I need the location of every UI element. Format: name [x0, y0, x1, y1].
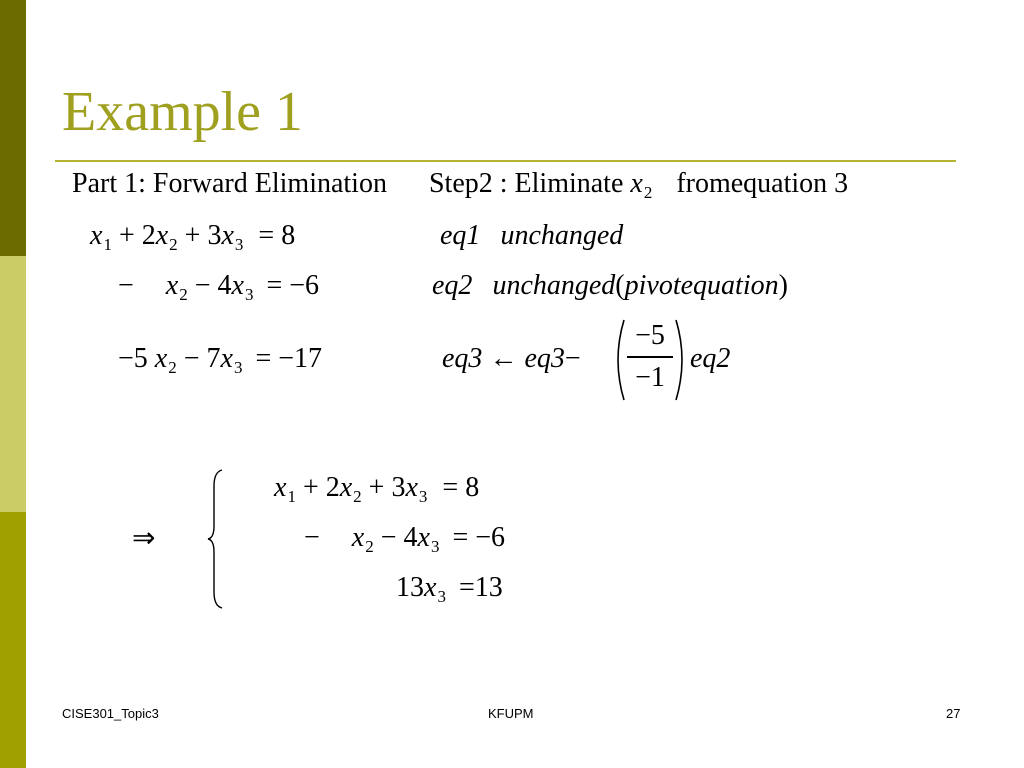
fraction-bar [627, 356, 673, 358]
eq1-term-3: + 3 [177, 220, 222, 251]
eq1-sub-3: 3 [234, 235, 244, 254]
result-row-2 [304, 522, 506, 556]
eq2-var-x3: x [231, 270, 244, 301]
note-eq3-rhs: eq3 [524, 343, 565, 374]
eq2-prefix: − [118, 270, 134, 301]
header-line [72, 168, 849, 202]
left-paren-icon [618, 320, 624, 400]
step-rest: fromequation 3 [676, 168, 849, 199]
r1-sub-2: 2 [353, 487, 362, 506]
note-eq3-minus: − [564, 343, 581, 374]
note-eq3-left [442, 345, 581, 373]
equation-3 [118, 343, 323, 377]
note-eq1-label: eq1 [440, 220, 481, 251]
left-arrow-icon: ← [489, 343, 518, 374]
r1-var-x3: x [405, 472, 418, 503]
footer-institution: KFUPM [488, 706, 534, 721]
r1-var-x2: x [339, 472, 353, 503]
step-variable-subscript: 2 [643, 183, 653, 202]
r3-var-x3: x [424, 572, 437, 603]
note-eq2-text: unchanged [492, 270, 616, 301]
note-eq1 [440, 222, 623, 250]
r2-rhs: = −6 [452, 522, 506, 553]
r3-sub-3: 3 [437, 587, 446, 606]
eq3-sub-2: 2 [168, 358, 177, 377]
eq3-coef: −5 [118, 343, 148, 374]
r1-rhs: = 8 [442, 472, 480, 503]
sidebar-stripe-top [0, 0, 26, 256]
page-number: 27 [946, 706, 961, 721]
r1-sub-3: 3 [418, 487, 428, 506]
note-eq2-label: eq2 [432, 270, 473, 301]
step-label: Step2 : Eliminate [428, 168, 624, 199]
eq1-var-x1: x [90, 220, 103, 251]
eq2-rhs: = −6 [266, 270, 320, 301]
eq3-var-x2: x [154, 343, 168, 374]
implies-symbol: ⇒ [132, 523, 156, 554]
sidebar-stripe-bottom [0, 512, 26, 768]
eq1-var-x2: x [155, 220, 169, 251]
eq1-sub-1: 1 [103, 235, 112, 254]
eq2-term: − 4 [187, 270, 232, 301]
eq3-term: − 7 [176, 343, 221, 374]
step-variable: x [630, 168, 643, 199]
r2-sub-3: 3 [430, 537, 440, 556]
fraction [626, 320, 674, 394]
note-eq2-paren-text: pivotequation [624, 270, 779, 301]
r2-prefix: − [304, 522, 320, 553]
r3-rhs: =13 [458, 572, 503, 603]
eq3-var-x3: x [220, 343, 233, 374]
part-label: Part 1: Forward Elimination [72, 168, 387, 199]
r2-sub-2: 2 [365, 537, 374, 556]
fraction-denominator: −1 [635, 361, 665, 393]
eq1-rhs: = 8 [258, 220, 296, 251]
result-row-1 [274, 472, 480, 506]
note-eq3-lhs: eq3 [442, 343, 483, 374]
title-underline [55, 160, 956, 162]
eq1-var-x3: x [221, 220, 234, 251]
eq2-sub-2: 2 [179, 285, 188, 304]
equation-1 [90, 220, 296, 254]
right-paren-icon [676, 320, 682, 400]
r1-var-x1: x [274, 472, 287, 503]
eq2-sub-3: 3 [244, 285, 254, 304]
r1-term-3: + 3 [361, 472, 406, 503]
result-row-3 [396, 572, 503, 606]
note-eq3-tail-text: eq2 [690, 343, 731, 374]
r2-var-x2: x [351, 522, 365, 553]
r1-sub-1: 1 [287, 487, 296, 506]
r2-term: − 4 [373, 522, 418, 553]
r2-var-x3: x [417, 522, 430, 553]
note-eq3-tail [690, 345, 730, 373]
eq1-sub-2: 2 [169, 235, 178, 254]
eq1-term-2: + 2 [111, 220, 156, 251]
note-eq1-text: unchanged [500, 220, 624, 251]
note-eq2: eq2 unchanged(pivotequation) [432, 270, 788, 301]
slide-title: Example 1 [62, 81, 304, 143]
eq2-var-x2: x [165, 270, 179, 301]
fraction-numerator: −5 [635, 320, 665, 351]
footer-course: CISE301_Topic3 [62, 706, 159, 721]
r1-term-2: + 2 [295, 472, 340, 503]
equation-2 [118, 270, 320, 304]
sidebar-decoration [0, 0, 26, 768]
eq3-sub-3: 3 [233, 358, 243, 377]
left-brace-icon [200, 468, 230, 610]
sidebar-stripe-middle [0, 256, 26, 512]
eq3-rhs: = −17 [255, 343, 323, 374]
r3-coef: 13 [396, 572, 424, 603]
